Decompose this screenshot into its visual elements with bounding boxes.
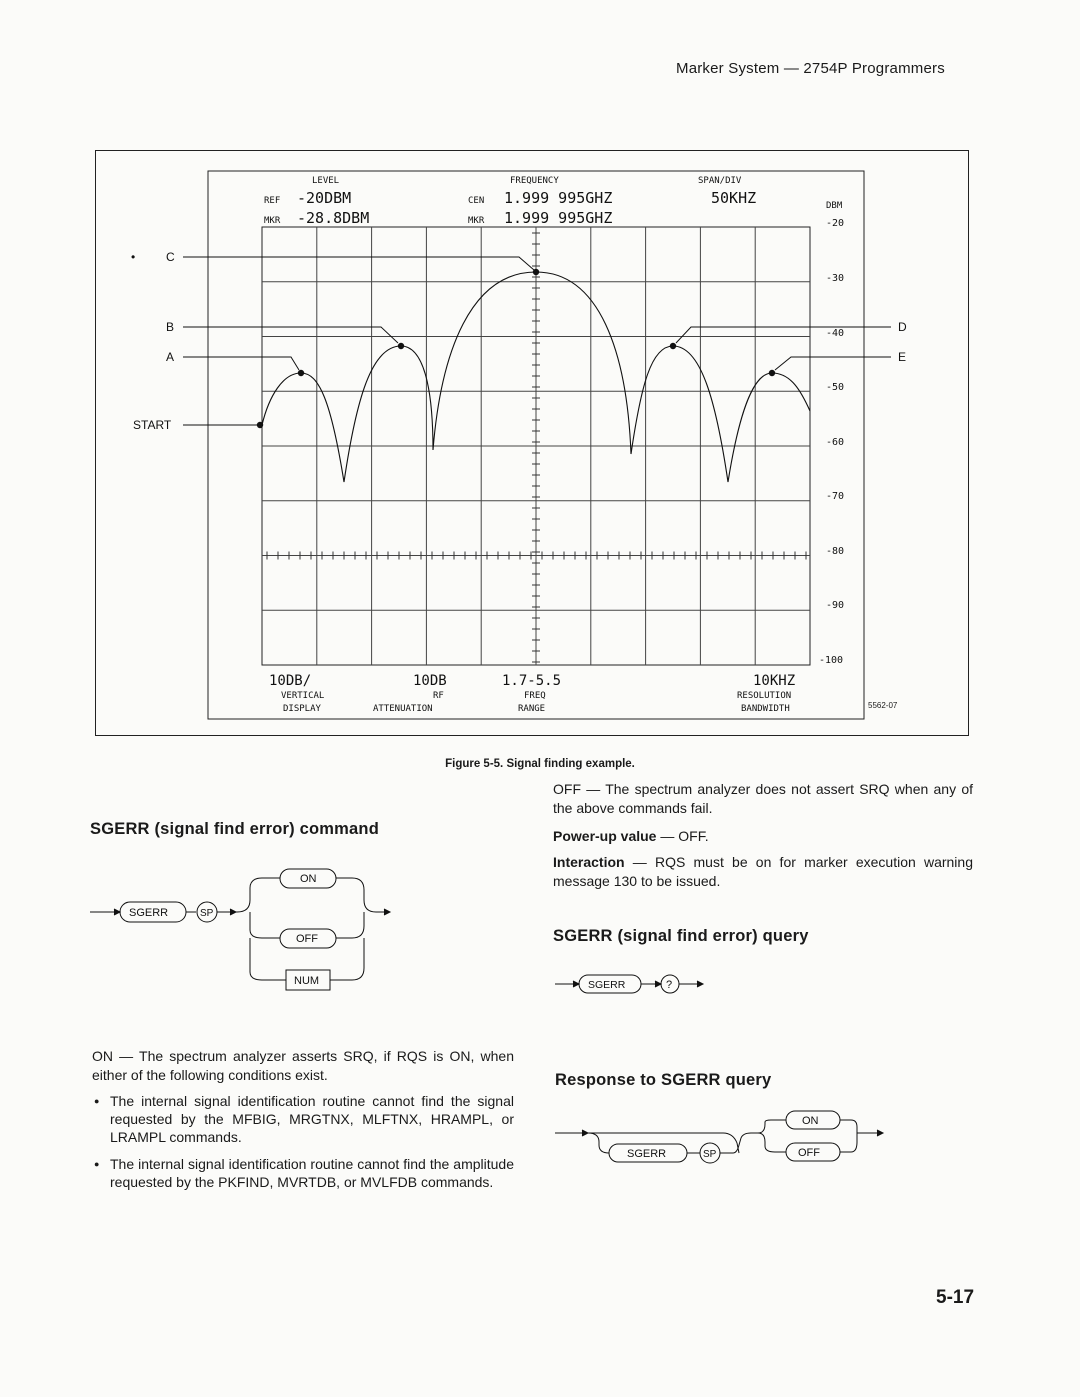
label-ref: REF (264, 196, 281, 206)
graticule-grid (262, 227, 810, 665)
scale-label: -70 (826, 491, 845, 502)
marker-start (257, 422, 263, 428)
scale-label: -80 (826, 546, 845, 557)
powerup-label: Power-up value (553, 828, 657, 844)
on-description: ON — The spectrum analyzer asserts SRQ, if RQS is ON, when either of the following conditions exist. (92, 1048, 514, 1083)
interaction-label: Interaction (553, 854, 625, 870)
sgerr-response-heading: Response to SGERR query (555, 1071, 772, 1089)
freq-label: FREQ (524, 691, 546, 701)
attenuation-label: ATTENUATION (373, 704, 433, 714)
condition-item: ● The internal signal identification routine cannot find the signal requested by the MFBIG, MRGTNX, MLFTNX, HRAMPL, or LRAMPL commands. (92, 1092, 514, 1146)
figure-caption: Figure 5-5. Signal finding example. (445, 758, 635, 770)
callout-d-line (676, 327, 891, 343)
on-label: ON (300, 873, 317, 885)
ref-level-value: -20DBM (297, 189, 352, 207)
powerup-line (553, 827, 973, 846)
sgerr-label: SGERR (129, 907, 169, 919)
interaction-value: — RQS must be on for marker execution warning message 130 to be issued. (553, 854, 973, 889)
resolution-bandwidth-value: 10KHZ (753, 673, 796, 689)
query-mark-label: ? (666, 979, 673, 991)
response-off-label: OFF (798, 1147, 820, 1159)
callout-start: START (133, 418, 172, 432)
sgerr-command-heading: SGERR (signal find error) command (90, 820, 379, 838)
marker-d (670, 343, 676, 349)
range-label: RANGE (518, 704, 546, 714)
off-label: OFF (296, 933, 318, 945)
marker-e (769, 370, 775, 376)
page-number: 5-17 (936, 1287, 975, 1308)
scale-label: -60 (826, 437, 845, 448)
sgerr-response-syntax (553, 1100, 903, 1175)
figure-frame (95, 150, 969, 736)
figure-id: 5562-07 (868, 701, 898, 710)
callout-b: B (166, 320, 175, 334)
center-frequency-value: 1.999 995GHZ (504, 189, 613, 207)
condition-item: ● The internal signal identification routine cannot find the amplitude requested by the PKFIND, MVRTDB, or MVLFDB commands. (92, 1155, 514, 1191)
label-mkr-level: MKR (264, 216, 281, 226)
callout-c-dot: • (131, 250, 136, 264)
scale-label: -100 (819, 655, 844, 666)
vertical-label-2: DISPLAY (283, 704, 321, 714)
response-sp-label: SP (703, 1149, 717, 1160)
scale-label: -40 (826, 328, 845, 339)
callout-b-line (183, 327, 398, 343)
marker-b (398, 343, 404, 349)
callout-e: E (898, 350, 907, 364)
sgerr-command-syntax (90, 860, 420, 1000)
running-head: Marker System — 2754P Programmers (676, 60, 945, 77)
sp-label: SP (200, 908, 214, 919)
resolution-label: RESOLUTION (737, 691, 792, 701)
callout-a: A (166, 350, 175, 364)
num-label: NUM (294, 975, 320, 987)
condition-list (92, 1092, 514, 1200)
label-cen: CEN (468, 196, 485, 206)
response-on-label: ON (802, 1115, 819, 1127)
label-mkr-freq: MKR (468, 216, 485, 226)
scale-label: -30 (826, 273, 845, 284)
callout-d: D (898, 320, 907, 334)
label-level: LEVEL (312, 176, 340, 186)
spectrum-figure (96, 151, 968, 735)
callout-c: C (166, 250, 175, 264)
scale-label: -50 (826, 382, 845, 393)
callout-a-line (183, 357, 299, 370)
scale-label: -90 (826, 600, 845, 611)
sgerr-query-syntax (553, 970, 723, 1000)
sgerr-query-heading: SGERR (signal find error) query (553, 927, 809, 945)
label-span-div: SPAN/DIV (698, 176, 742, 186)
freq-range-value: 1.7-5.5 (502, 673, 562, 689)
rf-label: RF (433, 691, 444, 701)
bandwidth-label: BANDWIDTH (741, 704, 790, 714)
vertical-label-1: VERTICAL (281, 691, 325, 701)
label-frequency: FREQUENCY (510, 176, 559, 186)
vertical-display-value: 10DB/ (269, 673, 312, 689)
marker-a (298, 370, 304, 376)
powerup-value: — OFF. (656, 828, 709, 844)
query-sgerr-label: SGERR (588, 979, 626, 991)
unit-dbm: DBM (826, 201, 843, 211)
mkr-level-value: -28.8DBM (297, 209, 370, 227)
response-sgerr-label: SGERR (627, 1148, 667, 1160)
off-description: OFF — The spectrum analyzer does not assert SRQ when any of the above commands fail. (553, 781, 973, 816)
interaction-line (553, 853, 973, 891)
marker-frequency-value: 1.999 995GHZ (504, 209, 613, 227)
span-value: 50KHZ (711, 189, 757, 207)
rf-attenuation-value: 10DB (413, 673, 447, 689)
callout-e-line (775, 357, 891, 370)
scale-label: -20 (826, 218, 845, 229)
